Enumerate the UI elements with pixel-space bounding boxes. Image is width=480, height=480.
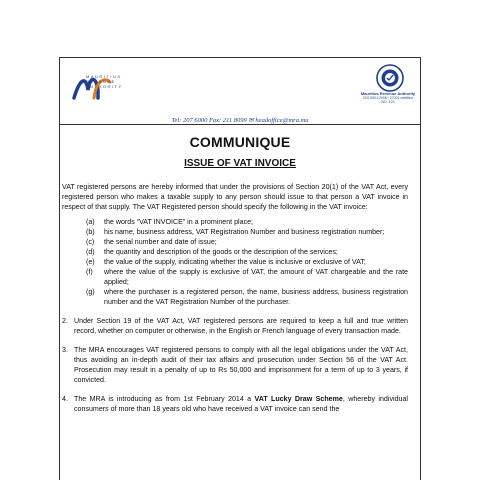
seal-caption [356, 92, 420, 104]
logo-line-1: MAURITIUS [86, 74, 122, 79]
seal-caption-line-1: ISO 9001:2008 / 27001 certified [363, 96, 413, 100]
page-title: COMMUNIQUE [189, 134, 291, 150]
document-body [62, 182, 408, 414]
lucky-draw-scheme-emphasis: VAT Lucky Draw Scheme [254, 395, 343, 403]
paragraph-number: 4. [62, 395, 68, 403]
paragraph-number: 3. [62, 346, 68, 354]
page-subtitle: ISSUE OF VAT INVOICE [184, 158, 296, 169]
logo-line-2: REVENUE [86, 79, 116, 84]
list-item-text: where the value of the supply is exclusive of VAT, the amount of VAT chargeable and the rate applied; [104, 268, 408, 286]
logo-wordmark [86, 74, 123, 89]
paragraph-text: Under Section 19 of the VAT Act, VAT registered persons are required to keep a full and true written record, whether on computer or otherwise, in the English or French language of every transaction made. [74, 317, 408, 335]
list-item [86, 287, 408, 307]
numbered-paragraph [62, 394, 408, 414]
list-item [86, 247, 408, 257]
list-item-text: his name, business address, VAT Registration Number and business registration number; [104, 228, 385, 236]
seal-caption-title: Mauritius Revenue Authority [360, 91, 416, 96]
paragraph-text [74, 394, 408, 414]
list-item [86, 267, 408, 287]
invoice-requirements-list [62, 217, 408, 307]
list-item-text: the words “VAT INVOICE” in a prominent place; [104, 218, 254, 226]
seal-caption-line-2: NO. 123 [381, 100, 395, 104]
list-marker: (g) [86, 288, 95, 296]
list-marker: (a) [86, 218, 95, 226]
list-item-text: where the purchaser is a registered person, the name, business address, business registration number and the VAT Registration Number of the purchaser. [104, 288, 408, 306]
list-item [86, 217, 408, 227]
contact-line: Tel: 207 6000 Fax: 211 8099 ✉ headoffice@mra.mu [171, 117, 309, 124]
list-marker: (f) [86, 268, 93, 276]
paragraph-text-end: , whereby individual consumers of more than 18 years old who have received a VAT invoice can send the [74, 395, 408, 413]
list-marker: (d) [86, 248, 95, 256]
list-marker: (b) [86, 228, 95, 236]
logo-line-3: AUTHORITY [86, 84, 123, 89]
list-item-text: the serial number and date of issue; [104, 238, 217, 246]
numbered-paragraph [62, 316, 408, 336]
paragraph-number: 2. [62, 317, 68, 325]
paragraph-text-start: The MRA is introducing as from 1st February 2014 a [74, 395, 255, 403]
intro-paragraph: VAT registered persons are hereby informed that under the provisions of Section 20(1) of the VAT Act, every registered person who makes a taxable supply to any person should issue to that person a VAT invoice in respect of that supply. The VAT Registered person should specify the following in the VAT invoice: [62, 183, 408, 211]
list-item [86, 257, 408, 267]
list-item [86, 237, 408, 247]
list-item [86, 227, 408, 237]
document-frame [59, 57, 421, 480]
certification-seal-icon [376, 64, 404, 92]
numbered-paragraph [62, 345, 408, 385]
letterhead [60, 58, 420, 124]
list-item-text: the value of the supply, indicating whether the value is inclusive or exclusive of VAT; [104, 258, 366, 266]
list-marker: (c) [86, 238, 95, 246]
paragraph-text: The MRA encourages VAT registered persons to comply with all the legal obligations under the VAT Act, thus avoiding an in-depth audit of their tax affairs and prosecution under Section 56 of the VAT Act. Prosecution may result in a penalty of up to Rs 50,000 and imprisonment for a term of up to 3 years, if convicted. [74, 346, 408, 384]
header-divider [60, 124, 420, 125]
list-marker: (e) [86, 258, 95, 266]
list-item-text: the quantity and description of the goods or the description of the services; [104, 248, 338, 256]
